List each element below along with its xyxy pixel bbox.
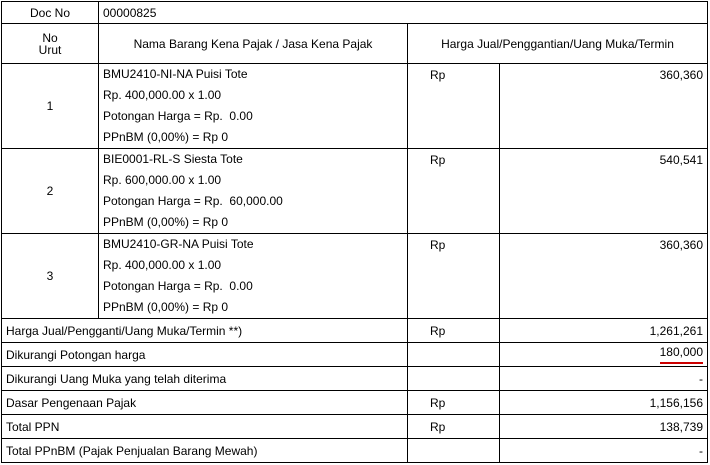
item-currency: Rp [408,64,500,149]
summary-amount-cell [500,343,708,367]
table-row [2,64,708,149]
summary-row-ppn [2,415,708,439]
item-line: PPnBM (0,00%) = Rp 0 [103,215,229,229]
header-no-urut-text: No Urut [38,30,62,57]
item-line: Potongan Harga = Rp. 0.00 [103,279,253,293]
header-no-urut [2,24,99,64]
summary-label: Dikurangi Potongan harga [2,343,408,367]
item-line: BMU2410-GR-NA Puisi Tote [103,237,254,251]
invoice-table [1,1,708,463]
doc-no-label: Doc No [2,2,99,24]
summary-row-uang-muka [2,367,708,391]
doc-no-row [2,2,708,24]
summary-amount: - [500,439,708,463]
item-line: Potongan Harga = Rp. 60,000.00 [103,194,283,208]
summary-currency: Rp [408,319,500,343]
item-line: BIE0001-RL-S Siesta Tote [103,152,243,166]
table-header-row [2,24,708,64]
summary-label: Total PPnBM (Pajak Penjualan Barang Mewah) [2,439,408,463]
item-description [99,234,408,319]
item-line: Rp. 400,000.00 x 1.00 [103,258,222,272]
summary-currency [408,343,500,367]
summary-amount: 138,739 [500,415,708,439]
item-no: 3 [2,234,99,319]
item-line: PPnBM (0,00%) = Rp 0 [103,300,229,314]
summary-amount: 1,156,156 [500,391,708,415]
item-currency: Rp [408,149,500,234]
header-harga: Harga Jual/Penggantian/Uang Muka/Termin [408,24,708,64]
summary-currency [408,367,500,391]
summary-label: Dasar Pengenaan Pajak [2,391,408,415]
item-amount: 540,541 [500,149,708,234]
summary-label: Harga Jual/Pengganti/Uang Muka/Termin **) [2,319,408,343]
header-nama-barang: Nama Barang Kena Pajak / Jasa Kena Pajak [99,24,408,64]
summary-amount: 180,000 [660,345,703,364]
table-row [2,149,708,234]
doc-no-value: 00000825 [99,2,708,24]
item-description [99,149,408,234]
summary-currency: Rp [408,391,500,415]
item-line: PPnBM (0,00%) = Rp 0 [103,130,229,144]
summary-label: Total PPN [2,415,408,439]
summary-amount: 1,261,261 [500,319,708,343]
item-line: Potongan Harga = Rp. 0.00 [103,109,253,123]
item-line: Rp. 600,000.00 x 1.00 [103,173,222,187]
item-line: Rp. 400,000.00 x 1.00 [103,88,222,102]
summary-label: Dikurangi Uang Muka yang telah diterima [2,367,408,391]
summary-row-harga-jual [2,319,708,343]
item-description [99,64,408,149]
item-no: 1 [2,64,99,149]
table-row [2,234,708,319]
summary-currency [408,439,500,463]
summary-currency: Rp [408,415,500,439]
summary-row-ppnbm [2,439,708,463]
item-currency: Rp [408,234,500,319]
item-amount: 360,360 [500,234,708,319]
summary-amount: - [500,367,708,391]
item-amount: 360,360 [500,64,708,149]
summary-row-potongan [2,343,708,367]
item-no: 2 [2,149,99,234]
item-line: BMU2410-NI-NA Puisi Tote [103,67,248,81]
summary-row-dpp [2,391,708,415]
